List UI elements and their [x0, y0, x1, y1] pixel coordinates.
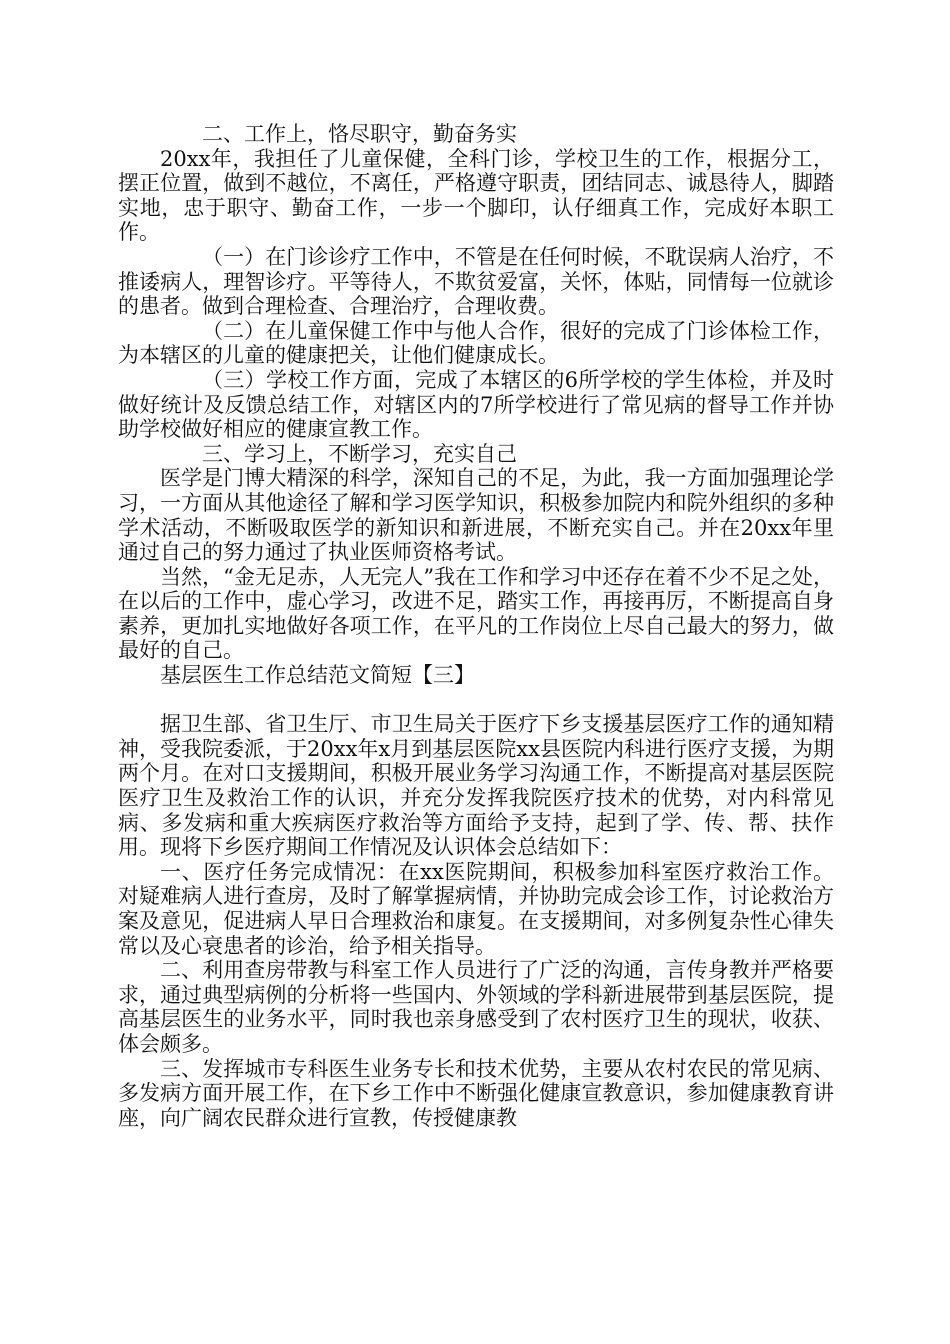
- paragraph-school-work: （三）学校工作方面，完成了本辖区的6所学校的学生体检，并及时做好统计及反馈总结工作，对辖区内的7所学校进行了常见病的督导工作并协助学校做好相应的健康宣教工作。: [118, 367, 834, 442]
- paragraph-study: 医学是门博大精深的科学，深知自己的不足，为此，我一方面加强理论学习，一方面从其他途径了解和学习医学知识，积极参加院内和院外组织的多种学术活动，不断吸取医学的新知识和新进展，不断充实自己。并在20xx年里通过自己的努力通过了执业医师资格考试。: [118, 466, 834, 565]
- paragraph-support-intro: 据卫生部、省卫生厅、市卫生局关于医疗下乡支援基层医疗工作的通知精神，受我院委派，于20xx年x月到基层医院xx县医院内科进行医疗支援，为期两个月。在对口支援期间，积极开展业务学习沟通工作，不断提高对基层医院医疗卫生及救治工作的认识，并充分发挥我院医疗技术的优势，对内科常见病、多发病和重大疾病医疗救治等方面给予支持，起到了学、传、帮、扶作用。现将下乡医疗期间工作情况及认识体会总结如下：: [118, 712, 834, 860]
- paragraph-specialist-advantage: 三、发挥城市专科医生业务专长和技术优势，主要从农村农民的常见病、多发病方面开展工作，在下乡工作中不断强化健康宣教意识，参加健康教育讲座，向广阔农民群众进行宣教，传授健康教: [118, 1056, 834, 1130]
- section-title-sample-three: 基层医生工作总结范文简短【三】: [160, 663, 475, 688]
- paragraph-clinic-work: （一）在门诊诊疗工作中，不管是在任何时候，不耽误病人治疗，不推诿病人，理智诊疗。平等待人，不欺贫爱富，关怀，体贴，同情每一位就诊的患者。做到合理检查、合理治疗，合理收费。: [118, 244, 834, 319]
- paragraph-ward-teaching: 二、利用查房带教与科室工作人员进行了广泛的沟通，言传身教并严格要求，通过典型病例的分析将一些国内、外领域的学科新进展带到基层医院，提高基层医生的业务水平，同时我也亲身感受到了农村医疗卫生的现状，收获、体会颇多。: [118, 958, 834, 1056]
- blank-line: [118, 688, 834, 713]
- section-heading-study: 三、学习上，不断学习，充实自己: [202, 441, 517, 466]
- document-page: [118, 122, 834, 1130]
- paragraph-medical-tasks: 一、医疗任务完成情况：在xx医院期间，积极参加科室医疗救治工作。对疑难病人进行查房，及时了解掌握病情，并协助完成会诊工作，讨论救治方案及意见，促进病人早日合理救治和康复。在支援期间，对多例复杂性心律失常以及心衰患者的诊治，给予相关指导。: [118, 859, 834, 958]
- paragraph-work-overview: 20xx年，我担任了儿童保健，全科门诊，学校卫生的工作，根据分工，摆正位置，做到不越位，不离任，严格遵守职责，团结同志、诚恳待人，脚踏实地，忠于职守、勤奋工作，一步一个脚印，认仔细真工作，完成好本职工作。: [118, 146, 834, 245]
- section-heading-work: 二、工作上，恪尽职守，勤奋务实: [202, 122, 517, 146]
- paragraph-shortcomings: 当然，“金无足赤，人无完人”我在工作和学习中还存在着不少不足之处，在以后的工作中，虚心学习，改进不足，踏实工作，再接再厉，不断提高自身素养，更加扎实地做好各项工作，在平凡的工作岗位上尽自己最大的努力，做最好的自己。: [118, 564, 834, 663]
- paragraph-child-health: （二）在儿童保健工作中与他人合作，很好的完成了门诊体检工作，为本辖区的儿童的健康把关，让他们健康成长。: [118, 318, 834, 368]
